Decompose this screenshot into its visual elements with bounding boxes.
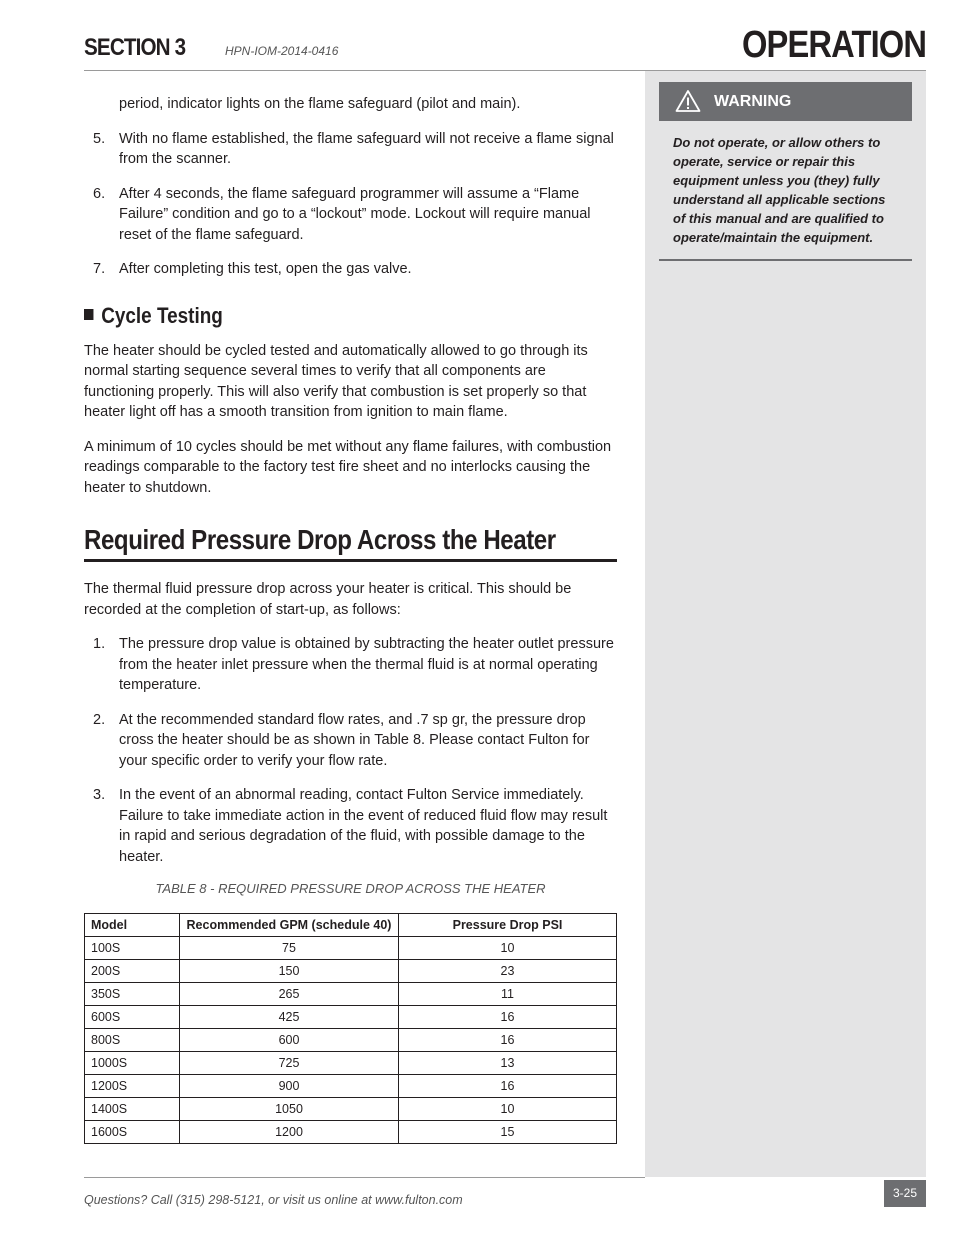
table-row (85, 1052, 617, 1075)
warning-text: Do not operate, or allow others to operate, service or repair this equipment unless you (they) fully understand all applicable sections of this manual and are qualified to operate/maintain the equipment. (673, 135, 886, 245)
footer-contact: Questions? Call (315) 298-5121, or visit us online at www.fulton.com (84, 1193, 463, 1207)
item-text: The pressure drop value is obtained by subtracting the heater outlet pressure from the heater inlet pressure when the thermal fluid is at normal operating temperature. (119, 636, 614, 693)
table-cell: 600S (85, 1006, 180, 1029)
cycle-testing-paragraph: The heater should be cycled tested and automatically allowed to go through its normal starting sequence several times to verify that all components are functioning properly. This will also verify that combustion is set properly so that heater light off has a smooth transition from ignition to main flame. (84, 342, 588, 420)
table-row (85, 1075, 617, 1098)
table-cell: 725 (180, 1052, 399, 1075)
table-row (85, 1006, 617, 1029)
square-bullet-icon (84, 309, 93, 320)
item-number: 1. (93, 636, 106, 652)
item-number: 3. (93, 787, 106, 803)
table-cell: 13 (399, 1052, 617, 1075)
pressure-drop-table (84, 913, 617, 1144)
list-item (84, 634, 617, 696)
table-cell: 100S (85, 937, 180, 960)
page-header (84, 24, 926, 71)
cycle-testing-paragraph: A minimum of 10 cycles should be met without any flame failures, with combustion readings comparable to the factory test fire sheet and no interlocks causing the heater to shutdown. (84, 438, 612, 496)
table-cell: 10 (399, 937, 617, 960)
table-cell: 16 (399, 1029, 617, 1052)
table-cell: 23 (399, 960, 617, 983)
pressure-drop-heading: Required Pressure Drop Across the Heater (84, 524, 556, 555)
table-cell: 10 (399, 1098, 617, 1121)
table-cell: 350S (85, 983, 180, 1006)
list-item (84, 710, 617, 772)
column-header: Pressure Drop PSI (399, 914, 617, 937)
item-text: At the recommended standard flow rates, and .7 sp gr, the pressure drop cross the heater should be as shown in Table 8. Please contact Fulton for your specific order to verify your flow rate. (119, 711, 590, 769)
list-item (84, 259, 617, 280)
table-cell: 1600S (85, 1121, 180, 1144)
table-cell: 1200 (180, 1121, 399, 1144)
page-number: 3-25 (884, 1180, 926, 1207)
table-row (85, 960, 617, 983)
table-cell: 11 (399, 983, 617, 1006)
main-content (84, 94, 617, 1144)
item-number: 5. (93, 130, 106, 147)
table-cell: 1400S (85, 1098, 180, 1121)
table-cell: 16 (399, 1006, 617, 1029)
cycle-testing-heading: Cycle Testing (84, 303, 542, 329)
list-item (84, 129, 617, 170)
list-item (84, 184, 617, 246)
item-text: In the event of an abnormal reading, contact Fulton Service immediately. Failure to take immediate action in the event of reduced fluid flow may result in rapid and serious degradation of the fluid, with possible damage to the heater. (119, 787, 608, 865)
table-row (85, 983, 617, 1006)
table-cell: 1050 (180, 1098, 399, 1121)
table-row (85, 1029, 617, 1052)
document-code: HPN-IOM-2014-0416 (225, 44, 339, 58)
heading-underline (84, 559, 617, 562)
warning-divider (659, 259, 912, 261)
table-row (85, 1098, 617, 1121)
table-cell: 900 (180, 1075, 399, 1098)
table-cell: 16 (399, 1075, 617, 1098)
item-text: After 4 seconds, the flame safeguard programmer will assume a “Flame Failure” condition and go to a “lockout” mode. Lockout will require manual reset of the flame safeguard. (119, 185, 591, 243)
sidebar (645, 71, 926, 1177)
table-cell: 600 (180, 1029, 399, 1052)
item-text: After completing this test, open the gas valve. (119, 261, 412, 277)
column-header: Recommended GPM (schedule 40) (180, 914, 399, 937)
footer-divider (84, 1177, 645, 1178)
list-item (84, 785, 617, 867)
warning-label: WARNING (714, 93, 792, 110)
warning-triangle-icon (675, 89, 701, 113)
list-item-continuation: period, indicator lights on the flame safeguard (pilot and main). (119, 96, 521, 112)
table-cell: 150 (180, 960, 399, 983)
table-cell: 200S (85, 960, 180, 983)
table-row (85, 937, 617, 960)
item-number: 6. (93, 185, 106, 202)
table-cell: 15 (399, 1121, 617, 1144)
table-row (85, 1121, 617, 1144)
table-cell: 425 (180, 1006, 399, 1029)
item-number: 2. (93, 711, 106, 728)
chapter-title: OPERATION (741, 24, 926, 66)
table-cell: 800S (85, 1029, 180, 1052)
table-cell: 265 (180, 983, 399, 1006)
section-label: SECTION 3 (84, 34, 186, 61)
table-cell: 75 (180, 937, 399, 960)
column-header: Model (85, 914, 180, 937)
table-header-row (85, 914, 617, 937)
item-text: With no flame established, the flame safeguard will not receive a flame signal from the scanner. (119, 130, 614, 167)
table-caption: TABLE 8 - REQUIRED PRESSURE DROP ACROSS THE HEATER (155, 881, 546, 896)
table-cell: 1200S (85, 1075, 180, 1098)
warning-banner (659, 82, 912, 121)
table-cell: 1000S (85, 1052, 180, 1075)
item-number: 7. (93, 261, 106, 277)
pressure-drop-intro: The thermal fluid pressure drop across your heater is critical. This should be recorded at the completion of start-up, as follows: (84, 581, 572, 618)
